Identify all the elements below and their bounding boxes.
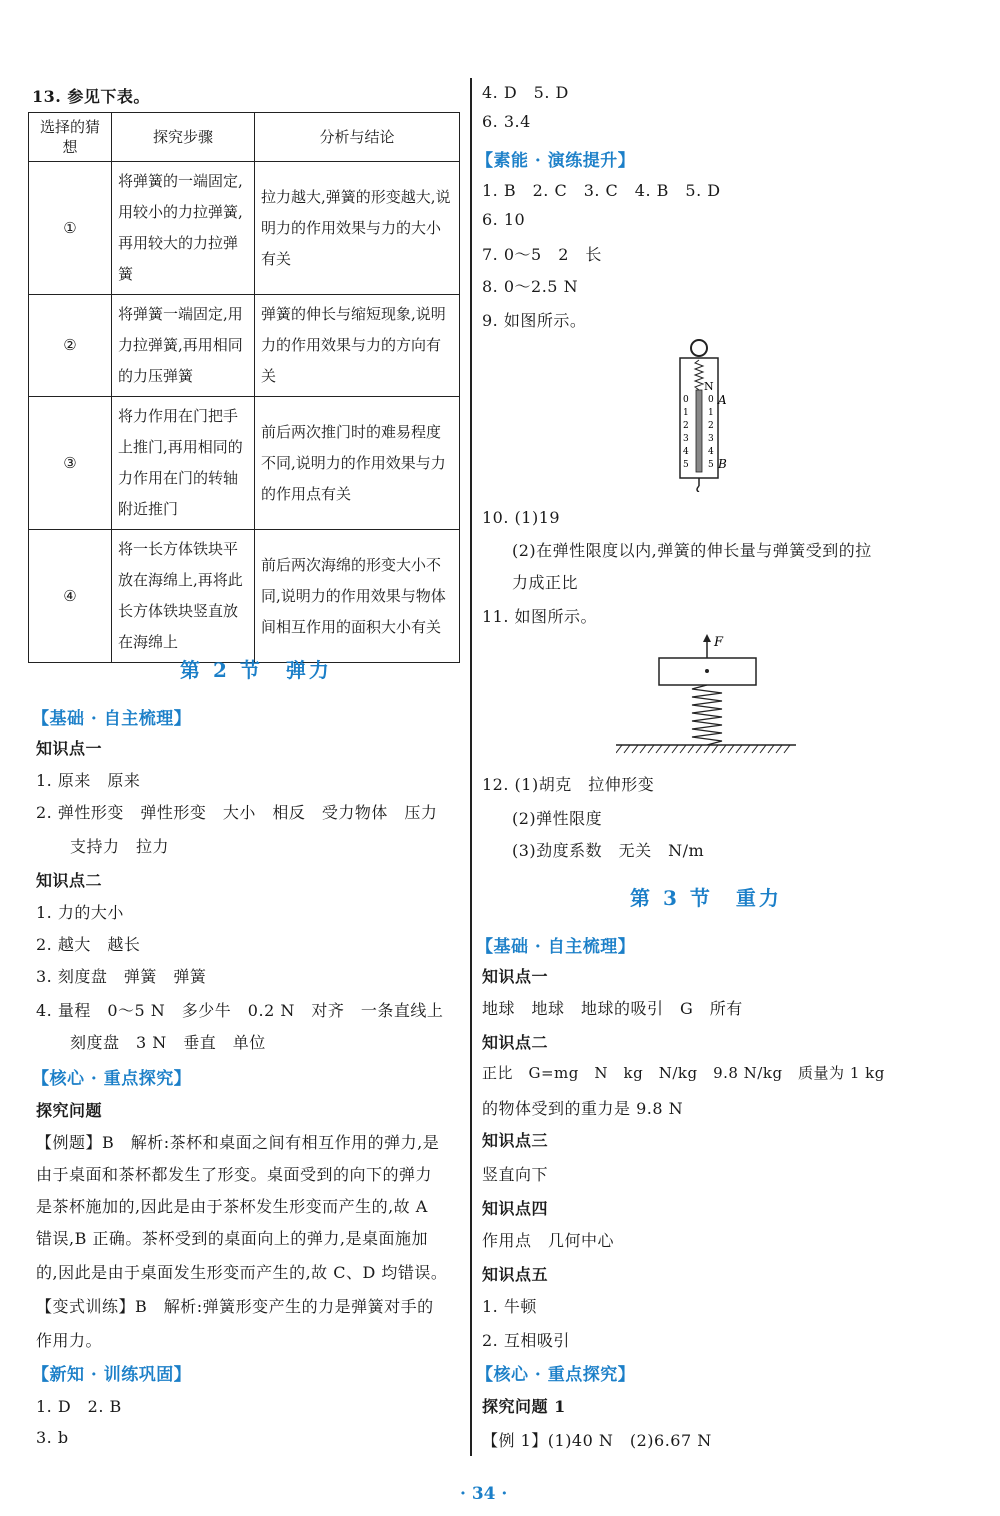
hatch-line: [712, 745, 718, 753]
scale-tick-label-left: 5: [683, 460, 689, 470]
answer-line: 6. 3.4: [482, 112, 531, 131]
section-2-title: 第 2 节 弹力: [180, 658, 332, 682]
scale-unit: N: [704, 380, 714, 393]
ring-icon: [691, 340, 707, 356]
answer-line: 2. 弹性形变 弹性形变 大小 相反 受力物体 压力: [36, 803, 438, 822]
answer-line: 4. D 5. D: [482, 83, 569, 102]
hatch-line: [680, 745, 686, 753]
explanation-line: 是茶杯施加的,因此是由于茶杯发生形变而产生的,故 A: [36, 1197, 428, 1216]
explanation-line: 【例题】B 解析:茶杯和桌面之间有相互作用的弹力,是: [36, 1133, 440, 1152]
answer-line: 3. b: [36, 1428, 69, 1447]
hatch-line: [760, 745, 766, 753]
answer-line: 3. 刻度盘 弹簧 弹簧: [36, 967, 207, 986]
answer-line: 1. B 2. C 3. C 4. B 5. D: [482, 181, 721, 200]
table-cell-result: 弹簧的伸长与缩短现象,说明力的作用效果与力的方向有关: [255, 295, 460, 397]
scale-tick-label-left: 4: [683, 447, 689, 457]
answer-line: 2. 互相吸引: [482, 1331, 570, 1350]
scale-tick-label-left: 2: [683, 421, 689, 431]
hatch-line: [640, 745, 646, 753]
hatch-line: [672, 745, 678, 753]
knowledge-point-5: 知识点五: [482, 1265, 549, 1284]
hatch-line: [704, 745, 710, 753]
hatch-line: [624, 745, 630, 753]
hatch-line: [696, 745, 702, 753]
scale-tick-label-left: 1: [683, 408, 689, 418]
inquiry-table: [28, 112, 460, 663]
table-cell-result: 拉力越大,弹簧的形变越大,说明力的作用效果与力的大小有关: [255, 162, 460, 295]
arrow-head-icon: [703, 634, 711, 642]
table-cell-steps: 将一长方体铁块平放在海绵上,再将此长方体铁块竖直放在海绵上: [112, 530, 255, 663]
hatch-line: [648, 745, 654, 753]
table-row: [29, 162, 460, 295]
basic-header: 【基础 · 自主梳理】: [476, 937, 636, 957]
knowledge-point-1: 知识点一: [36, 739, 103, 758]
table-row: [29, 397, 460, 530]
scale-tick-label-right: 5: [708, 460, 714, 470]
table-cell-steps: 将弹簧一端固定,用力拉弹簧,再用相同的力压弹簧: [112, 295, 255, 397]
spring-icon: [692, 685, 722, 745]
scale-tick-label-left: 3: [683, 434, 689, 444]
hatch-line: [744, 745, 750, 753]
hatch-line: [736, 745, 742, 753]
hatch-line: [664, 745, 670, 753]
table-cell-num: ②: [29, 295, 112, 397]
hatch-line: [632, 745, 638, 753]
example-line: 【例 1】(1)40 N (2)6.67 N: [482, 1431, 712, 1450]
hatch-line: [784, 745, 790, 753]
scale-indicator: [696, 390, 702, 472]
force-label: F: [714, 635, 724, 650]
explore-heading: 探究问题 1: [482, 1397, 566, 1416]
answer-line: 6. 10: [482, 210, 526, 229]
variant-line: 【变式训练】B 解析:弹簧形变产生的力是弹簧对手的: [36, 1297, 434, 1316]
hatch-line: [616, 745, 622, 753]
scale-tick-label-right: 4: [708, 447, 714, 457]
scale-tick-label-left: 0: [683, 395, 689, 405]
explanation-line: 错误,B 正确。茶杯受到的桌面向上的弹力,是桌面施加: [36, 1229, 429, 1248]
hatch-line: [656, 745, 662, 753]
spring-scale-figure: [670, 338, 742, 492]
answer-line: 2. 越大 越长: [36, 935, 141, 954]
table-row: [29, 295, 460, 397]
hatch-line: [720, 745, 726, 753]
hook-icon: [697, 486, 699, 492]
answer-line: 地球 地球 地球的吸引 G 所有: [482, 999, 743, 1018]
new-knowledge-header: 【新知 · 训练巩固】: [32, 1365, 192, 1385]
point-b-label: B: [718, 457, 727, 471]
core-header: 【核心 · 重点探究】: [32, 1069, 192, 1089]
action-point: [705, 669, 709, 673]
knowledge-point-2: 知识点二: [36, 871, 103, 890]
column-divider: [470, 78, 472, 1456]
scale-tick-label-right: 1: [708, 408, 714, 418]
table-cell-steps: 将弹簧的一端固定,用较小的力拉弹簧,再用较大的力拉弹簧: [112, 162, 255, 295]
question-13: 13. 参见下表。: [32, 87, 150, 106]
knowledge-point-4: 知识点四: [482, 1199, 549, 1218]
answer-line: 的物体受到的重力是 9.8 N: [482, 1099, 684, 1118]
scale-tick-label-right: 2: [708, 421, 714, 431]
page-number: · 34 ·: [460, 1484, 508, 1504]
variant-line: 作用力。: [36, 1331, 103, 1350]
table-header: 分析与结论: [255, 113, 460, 162]
answer-line: (3)劲度系数 无关 N/m: [512, 841, 705, 860]
scale-tick-label-right: 0: [708, 395, 714, 405]
table-header-row: [29, 113, 460, 162]
table-cell-num: ④: [29, 530, 112, 663]
answer-line: 作用点 几何中心: [482, 1231, 615, 1250]
answer-line: 正比 G=mg N kg N/kg 9.8 N/kg 质量为 1 kg: [482, 1064, 885, 1082]
answer-line: 11. 如图所示。: [482, 607, 598, 626]
hatch-line: [776, 745, 782, 753]
table-row: [29, 530, 460, 663]
answer-line: 12. (1)胡克 拉伸形变: [482, 775, 655, 794]
table-cell-num: ①: [29, 162, 112, 295]
point-a-label: A: [718, 393, 727, 407]
table-header: 选择的猜想: [29, 113, 112, 162]
knowledge-point-1: 知识点一: [482, 967, 549, 986]
core-header: 【核心 · 重点探究】: [476, 1365, 636, 1385]
spring-block-figure: [616, 630, 796, 762]
table-cell-result: 前后两次推门时的难易程度不同,说明力的作用效果与力的作用点有关: [255, 397, 460, 530]
answer-line: 1. 牛顿: [482, 1297, 537, 1316]
answer-line: 1. 原来 原来: [36, 771, 141, 790]
explanation-line: 由于桌面和茶杯都发生了形变。桌面受到的向下的弹力: [36, 1165, 433, 1184]
answer-line: 1. 力的大小: [36, 903, 124, 922]
table-cell-result: 前后两次海绵的形变大小不同,说明力的作用效果与物体间相互作用的面积大小有关: [255, 530, 460, 663]
table-cell-num: ③: [29, 397, 112, 530]
basic-header: 【基础 · 自主梳理】: [32, 709, 192, 729]
hatch-line: [728, 745, 734, 753]
answer-line: 1. D 2. B: [36, 1397, 122, 1416]
answer-line: 8. 0～2.5 N: [482, 277, 579, 296]
answer-line: 支持力 拉力: [70, 837, 170, 856]
ground-hatch: [616, 745, 790, 753]
answer-line: 4. 量程 0～5 N 多少牛 0.2 N 对齐 一条直线上: [36, 1001, 444, 1020]
hatch-line: [688, 745, 694, 753]
answer-line: 力成正比: [512, 573, 579, 592]
section-3-title: 第 3 节 重力: [630, 886, 782, 910]
answer-line: 竖直向下: [482, 1165, 549, 1184]
answer-line: (2)弹性限度: [512, 809, 603, 828]
answer-line: 10. (1)19: [482, 508, 561, 527]
explore-heading: 探究问题: [36, 1101, 103, 1120]
scale-tick-label-right: 3: [708, 434, 714, 444]
hatch-line: [768, 745, 774, 753]
answer-line: (2)在弹性限度以内,弹簧的伸长量与弹簧受到的拉: [512, 541, 872, 560]
knowledge-point-3: 知识点三: [482, 1131, 549, 1150]
answer-line: 刻度盘 3 N 垂直 单位: [70, 1033, 266, 1052]
hatch-line: [752, 745, 758, 753]
skill-header: 【素能 · 演练提升】: [476, 151, 636, 171]
answer-line: 7. 0～5 2 长: [482, 245, 602, 264]
answer-line: 9. 如图所示。: [482, 311, 587, 330]
knowledge-point-2: 知识点二: [482, 1033, 549, 1052]
table-header: 探究步骤: [112, 113, 255, 162]
explanation-line: 的,因此是由于桌面发生形变而产生的,故 C、D 均错误。: [36, 1263, 448, 1282]
table-cell-steps: 将力作用在门把手上推门,再用相同的力作用在门的转轴附近推门: [112, 397, 255, 530]
